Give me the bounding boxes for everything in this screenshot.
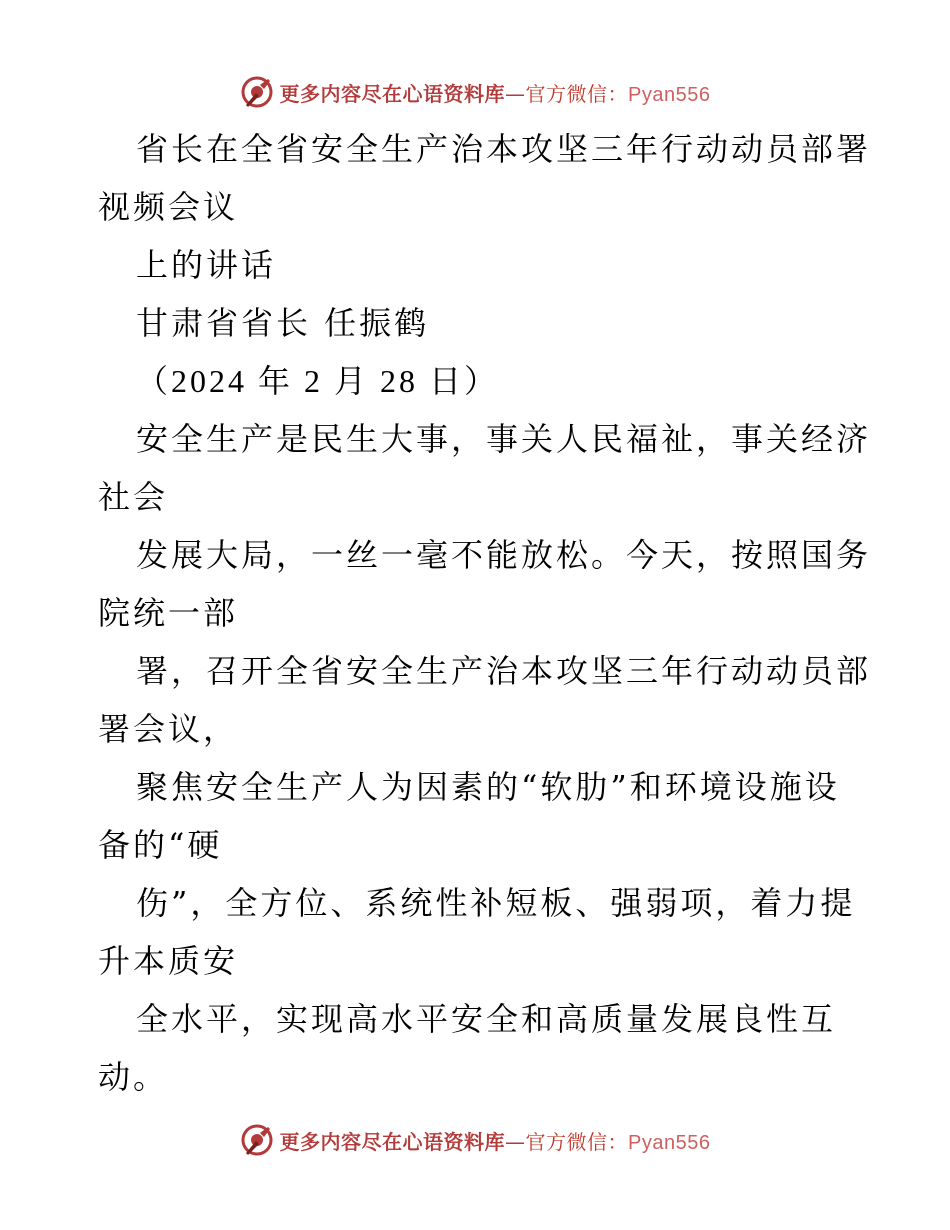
title-line-3: 上的讲话 <box>136 246 277 284</box>
watermark-dash: — <box>505 1129 526 1154</box>
paragraph-line: 动。 <box>98 1058 169 1096</box>
title-line-1: 省长在全省安全生产治本攻坚三年行动动员部署 <box>136 130 872 168</box>
watermark-sub-text: 官方微信： <box>525 81 629 106</box>
watermark-header <box>0 72 950 112</box>
watermark-sub-text: 官方微信： <box>525 1129 629 1154</box>
watermark-dash: — <box>505 81 526 106</box>
paragraph-line: 聚焦安全生产人为因素的“软肋”和环境设施设 <box>136 768 840 806</box>
author-line: 甘肃省省长 任振鹤 <box>136 304 430 342</box>
pen-logo-icon <box>240 75 274 109</box>
paragraph-line: 备的“硬 <box>98 826 223 864</box>
watermark-wechat-id: Pyan556 <box>628 1131 711 1154</box>
watermark-text <box>280 1126 711 1155</box>
paragraph-line: 署，召开全省安全生产治本攻坚三年行动动员部 <box>136 652 872 690</box>
title-line-2: 视频会议 <box>98 188 239 226</box>
paragraph-line: 署会议， <box>98 710 239 748</box>
pen-logo-icon <box>240 1123 274 1157</box>
watermark-main-text: 更多内容尽在心语资料库 <box>279 81 506 106</box>
paragraph-line: 社会 <box>98 478 169 516</box>
paragraph-line: 全水平，实现高水平安全和高质量发展良性互 <box>136 1000 837 1038</box>
paragraph-line: 院统一部 <box>98 594 239 632</box>
watermark-text <box>280 78 711 107</box>
paragraph-line: 发展大局，一丝一毫不能放松。今天，按照国务 <box>136 536 872 574</box>
watermark-main-text: 更多内容尽在心语资料库 <box>279 1129 506 1154</box>
document-body <box>98 120 872 1106</box>
watermark-wechat-id: Pyan556 <box>628 83 711 106</box>
paragraph-line: 安全生产是民生大事，事关人民福祉，事关经济 <box>136 420 872 458</box>
paragraph-line: 伤”，全方位、系统性补短板、强弱项，着力提 <box>136 884 856 922</box>
paragraph-line: 升本质安 <box>98 942 239 980</box>
date-line: （2024 年 2 月 28 日） <box>136 363 500 399</box>
watermark-footer <box>0 1120 950 1160</box>
